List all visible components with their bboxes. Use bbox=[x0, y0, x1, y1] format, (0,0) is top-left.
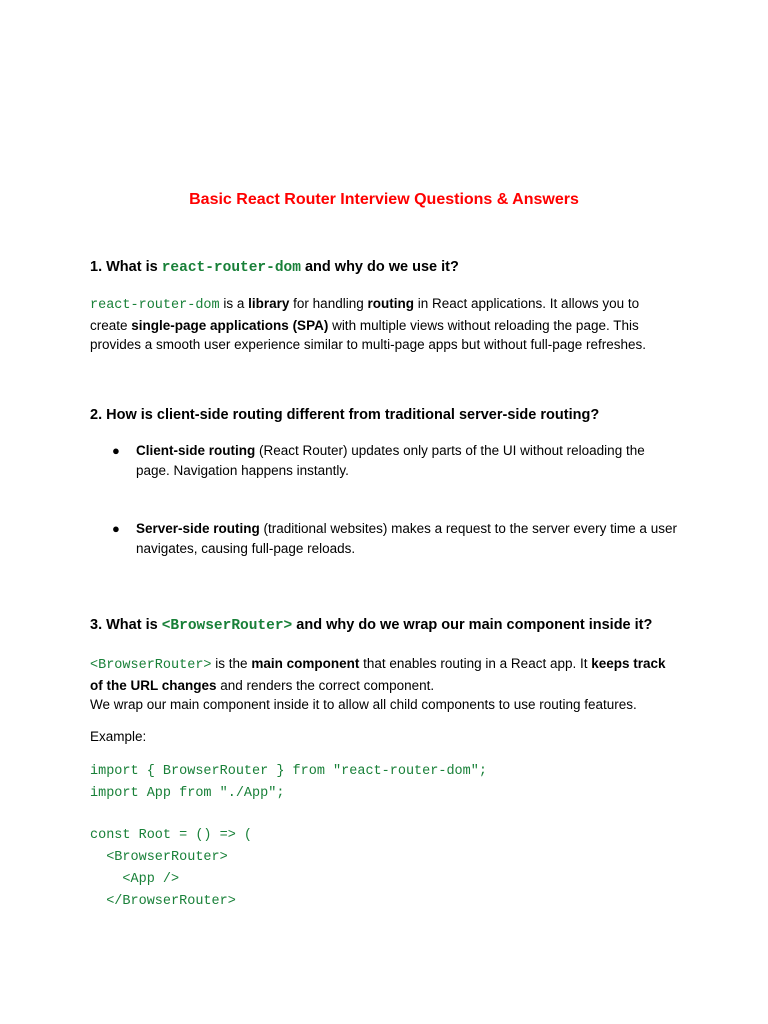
code-line bbox=[90, 815, 690, 825]
q3-answer-bold-2: keeps track of the URL changes bbox=[90, 656, 666, 693]
q1-heading-prefix: 1. What is bbox=[90, 259, 162, 275]
code-line: </BrowserRouter> bbox=[90, 894, 236, 909]
q1-answer-text-3: in React applications. It allows you to create bbox=[90, 296, 640, 333]
q1-answer-bold-3: single-page applications (SPA) bbox=[131, 317, 329, 333]
q3-heading-prefix: 3. What is bbox=[90, 617, 162, 633]
code-line: import App from "./App"; bbox=[90, 786, 285, 801]
q3-answer-bold-1: main component bbox=[251, 656, 360, 671]
q1-answer-bold-1: library bbox=[248, 296, 290, 311]
bullet-dot-icon: ● bbox=[112, 443, 120, 458]
q1-heading-code: react-router-dom bbox=[161, 260, 301, 276]
code-line: import { BrowserRouter } from "react-router-dom"; bbox=[90, 764, 487, 779]
q1-heading-suffix: and why do we use it? bbox=[300, 259, 459, 275]
code-line bbox=[90, 805, 690, 815]
question-3-answer bbox=[90, 654, 680, 715]
question-1-answer bbox=[90, 294, 680, 355]
question-1-heading bbox=[90, 257, 690, 278]
question-3-heading bbox=[90, 615, 690, 636]
q3-heading-code: <BrowserRouter> bbox=[161, 618, 293, 634]
bullet-body: (traditional websites) makes a request to the server every time a user navigates, causing full-page reloads. bbox=[136, 521, 677, 556]
code-line: <BrowserRouter> bbox=[90, 850, 228, 865]
q1-answer-text-2: for handling bbox=[289, 296, 368, 311]
question-2-heading: 2. How is client-side routing different from traditional server-side routing? bbox=[90, 407, 600, 423]
q3-answer-line-2: We wrap our main component inside it to allow all child components to use routing features. bbox=[90, 697, 637, 712]
q1-answer-code: react-router-dom bbox=[90, 298, 220, 313]
bullet-body: (React Router) updates only parts of the UI without reloading the page. Navigation happens instantly. bbox=[136, 443, 645, 478]
code-line: const Root = () => ( bbox=[90, 828, 253, 843]
bullet-item bbox=[90, 519, 680, 558]
code-line: <App /> bbox=[90, 872, 180, 887]
bullet-dot-icon: ● bbox=[112, 521, 120, 536]
q3-answer-text-1: is the bbox=[211, 656, 252, 671]
example-label: Example: bbox=[90, 729, 147, 744]
bullet-bold: Client-side routing bbox=[136, 443, 256, 458]
q1-answer-text-4: with multiple views without reloading the page. This provides a smooth user experience similar to multi-page apps but without full-page refreshes. bbox=[90, 317, 647, 352]
code-example bbox=[90, 761, 690, 913]
q3-heading-suffix: and why do we wrap our main component inside it? bbox=[292, 617, 653, 633]
bullet-text bbox=[136, 519, 680, 558]
q1-answer-text-1: is a bbox=[219, 296, 249, 311]
bullet-text bbox=[136, 441, 680, 480]
q3-answer-code: <BrowserRouter> bbox=[90, 658, 212, 673]
q3-answer-text-2: that enables routing in a React app. It bbox=[359, 656, 592, 671]
q1-answer-bold-2: routing bbox=[367, 296, 414, 311]
q3-answer-text-3: and renders the correct component. bbox=[216, 677, 435, 693]
document-title: Basic React Router Interview Questions & Answers bbox=[189, 191, 579, 208]
bullet-item bbox=[90, 441, 680, 480]
bullet-bold: Server-side routing bbox=[136, 521, 260, 536]
